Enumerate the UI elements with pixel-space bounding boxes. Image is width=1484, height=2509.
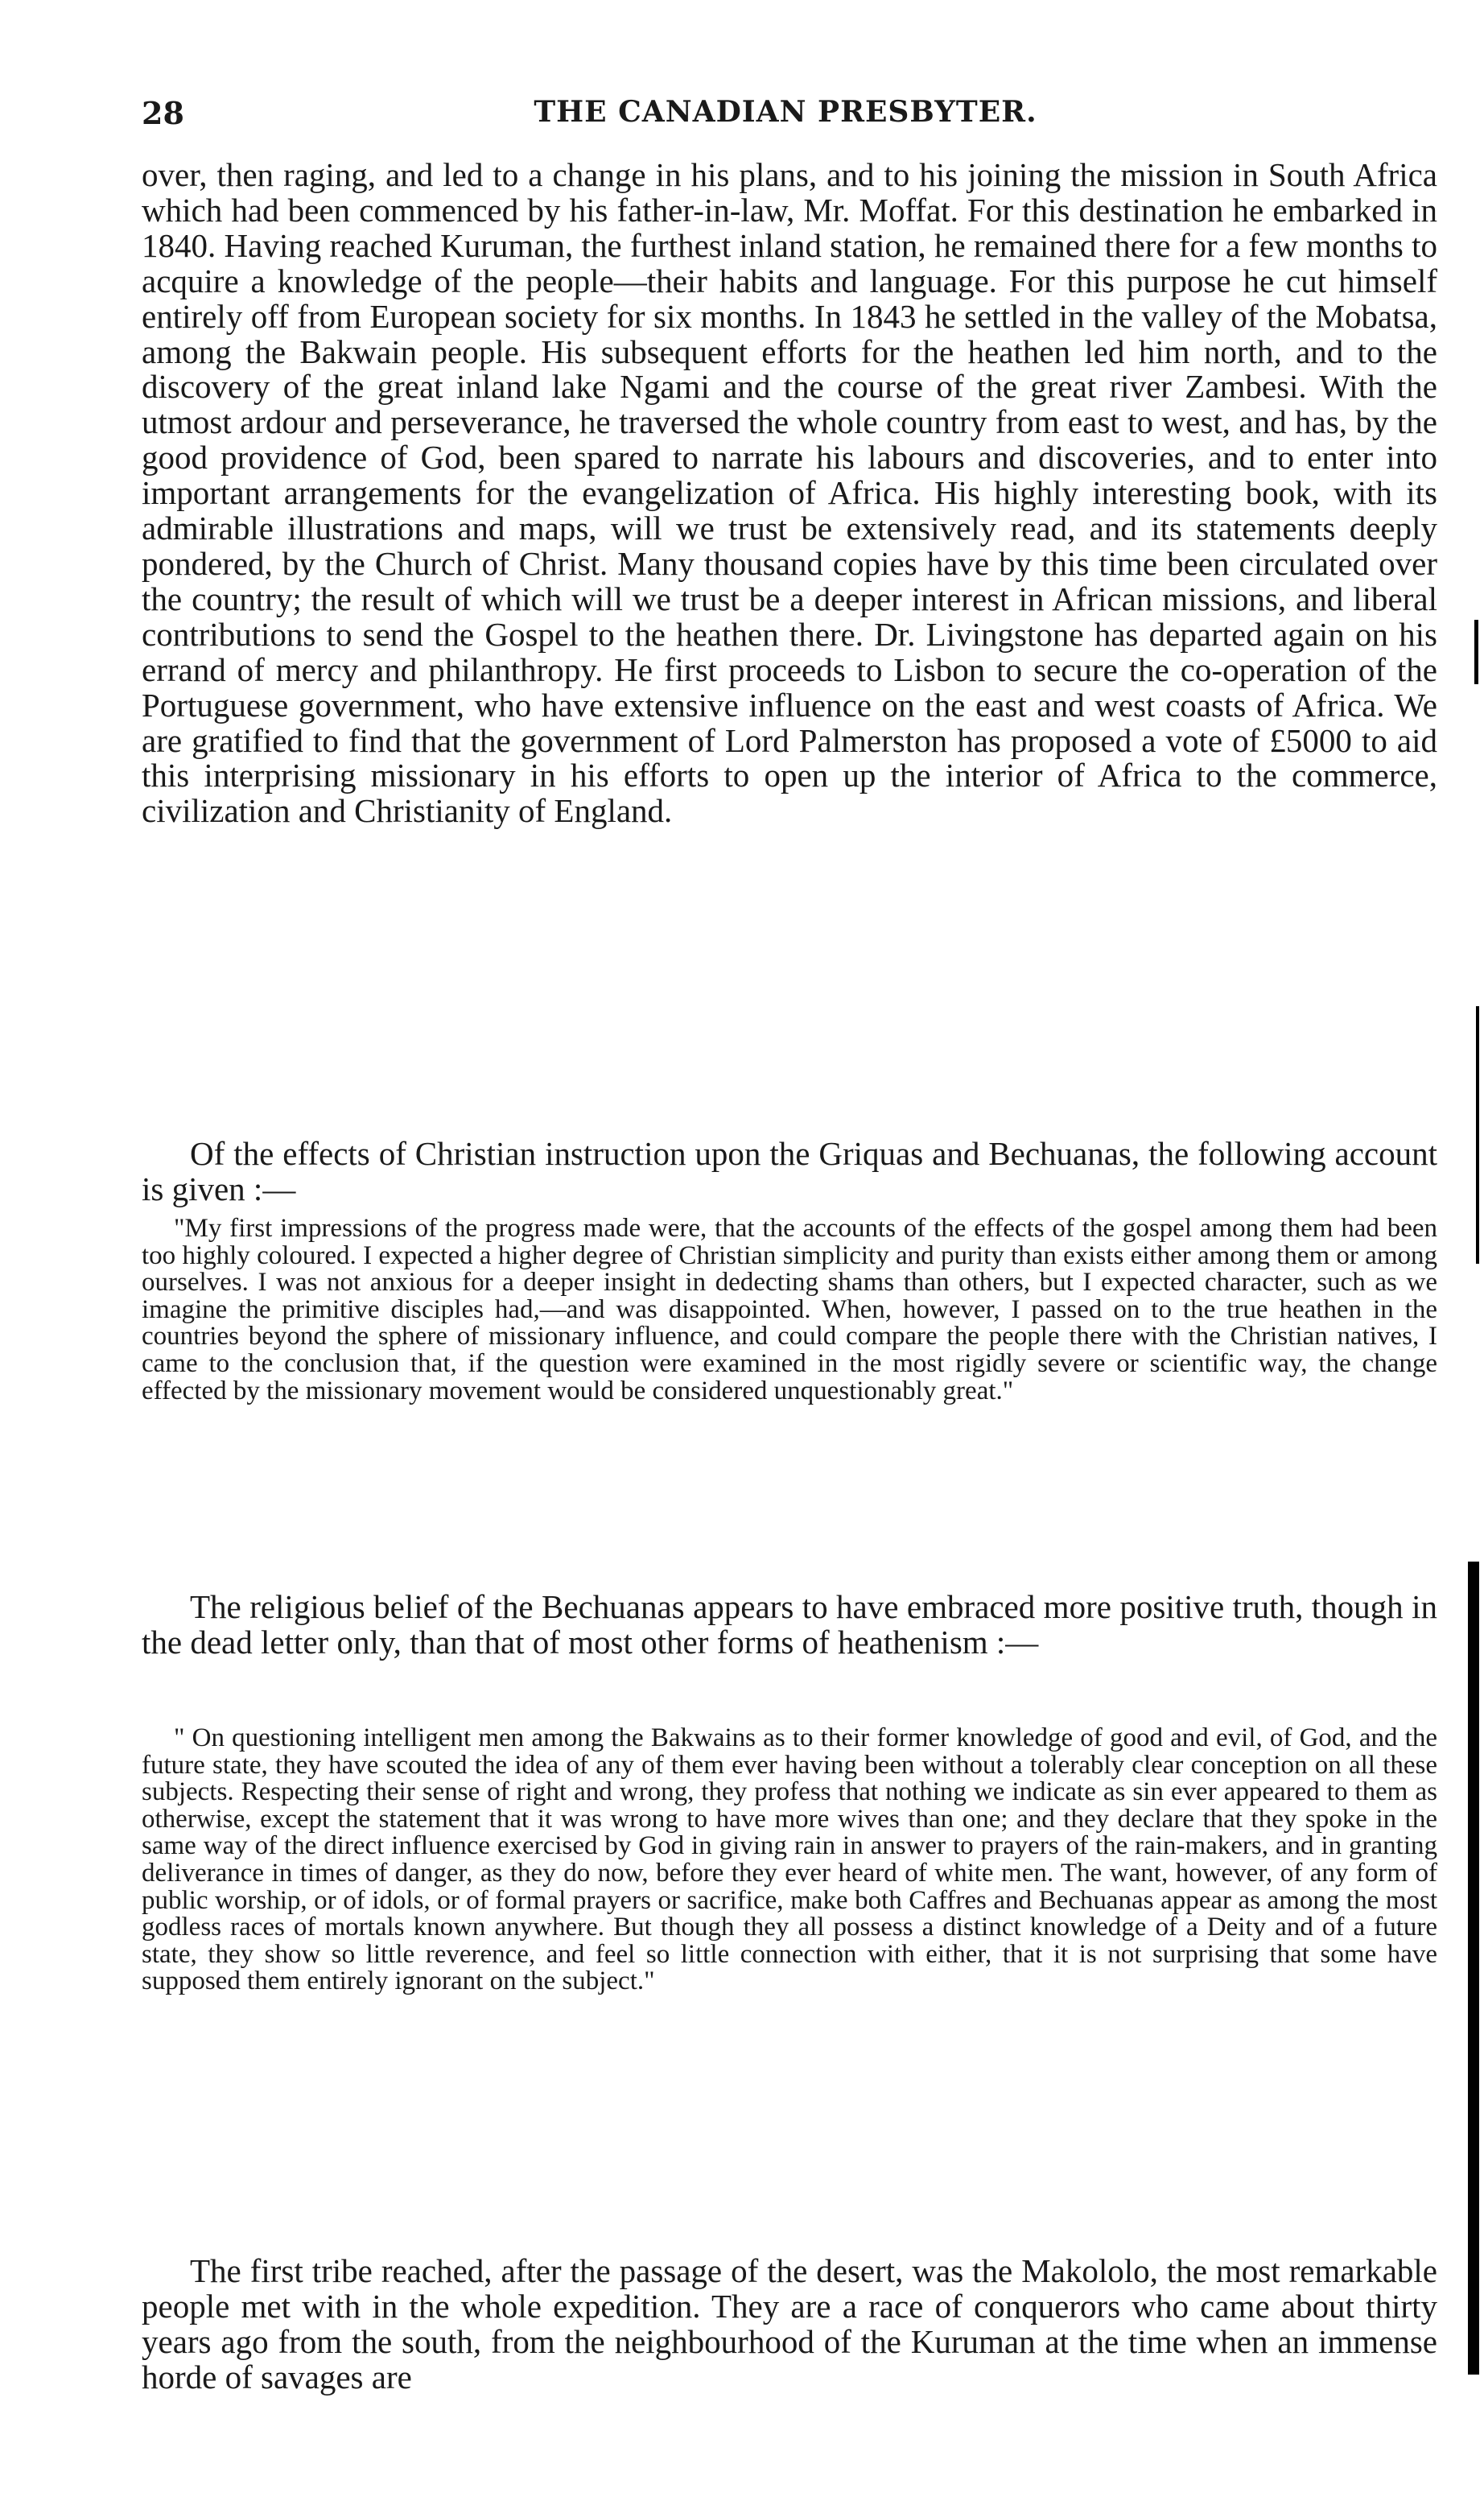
body-paragraph-makololo: The first tribe reached, after the passage of the desert, was the Makololo, the most remarkable people met with in the whole expedition. They are a race of conquerors who came about thirty years ago from the south, from the neighbourhood of the Kuruman at the time when an immense horde of savages are bbox=[142, 2252, 1437, 2396]
quote-first-impressions: "My first impressions of the progress made were, that the accounts of the effects of the gospel among them had been too highly coloured. I expected a higher degree of Christian simplicity and purity than exists either among them or among ourselves. I was not anxious for a deeper insight in dedecting shams than others, but I expected character, such as we imagine the primitive disciples had,—and was disappointed. When, however, I passed on to the true heathen in the countries beyond the sphere of missionary influence, and could compare the people there with the Christian natives, I came to the conclusion that, if the question were examined in the most rigidly severe or scientific way, the change effected by the missionary movement would be considered unquestionably great." bbox=[142, 1214, 1437, 1405]
quote-questioning-bakwains: " On questioning intelligent men among the Bakwains as to their former knowledge of good and evil, of God, and the future state, they have scouted the idea of any of them ever having been without a tolerably clear conception on all these subjects. Respecting their sense of right and wrong, they profess that nothing we indicate as sin ever appeared to them as otherwise, except the statement that it was wrong to have more wives than one; and they declare that they spoke in the same way of the direct influence exercised by God in giving rain in answer to prayers of the rain-makers, and in granting deliverance in times of danger, as they do now, before they ever heard of white men. The want, however, of any form of public worship, or of idols, or of formal prayers or sacrifice, make both Caffres and Bechuanas appear as among the most godless races of mortals known anywhere. But though they all possess a distinct knowledge of a Deity and of a future state, they show so little reverence, and feel so little connection with either, that it is not surprising that some have supposed them entirely ignorant on the subject." bbox=[142, 1723, 1437, 1996]
margin-scan-artifact bbox=[1474, 620, 1478, 684]
body-paragraph-effects-intro: Of the effects of Christian instruction upon the Griquas and Bechuanas, the following account is given :— bbox=[142, 1135, 1437, 1207]
page-header bbox=[142, 95, 1429, 135]
body-paragraph-livingstone: over, then raging, and led to a change in his plans, and to his joining the mission in South Africa which had been commenced by his father-in-law, Mr. Moffat. For this destination he embarked in 1840. Having reached Kuruman, the furthest inland station, he remained there for a few months to acquire a knowledge of the people—their habits and language. For this purpose he cut himself entirely off from European society for six months. In 1843 he settled in the valley of the Mobatsa, among the Bakwain people. His subsequent efforts for the heathen led him north, and to the discovery of the great inland lake Ngami and the course of the great river Zambesi. With the utmost ardour and perseverance, he traversed the whole country from east to west, and has, by the good providence of God, been spared to narrate his labours and discoveries, and to enter into important arrangements for the evangelization of Africa. His highly interesting book, with its admirable illustrations and maps, will we trust be extensively read, and its statements deeply pondered, by the Church of Christ. Many thousand copies have by this time been circulated over the country; the result of which will we trust be a deeper interest in African missions, and liberal contributions to send the Gospel to the heathen there. Dr. Livingstone has departed again on his errand of mercy and philanthropy. He first proceeds to Lisbon to secure the co-operation of the Portuguese government, who have extensive influence on the east and west coasts of Africa. We are gratified to find that the government of Lord Palmerston has proposed a vote of £5000 to aid this interprising missionary in his efforts to open up the interior of Africa to the commerce, civilization and Christianity of England. bbox=[142, 156, 1437, 830]
running-title: THE CANADIAN PRESBYTER. bbox=[534, 95, 1037, 129]
margin-scan-artifact bbox=[1468, 1562, 1479, 2375]
page-number: 28 bbox=[142, 95, 184, 131]
margin-scan-artifact bbox=[1476, 1006, 1479, 1264]
body-paragraph-religious-belief: The religious belief of the Bechuanas appears to have embraced more positive truth, though in the dead letter only, than that of most other forms of heathenism :— bbox=[142, 1588, 1437, 1661]
